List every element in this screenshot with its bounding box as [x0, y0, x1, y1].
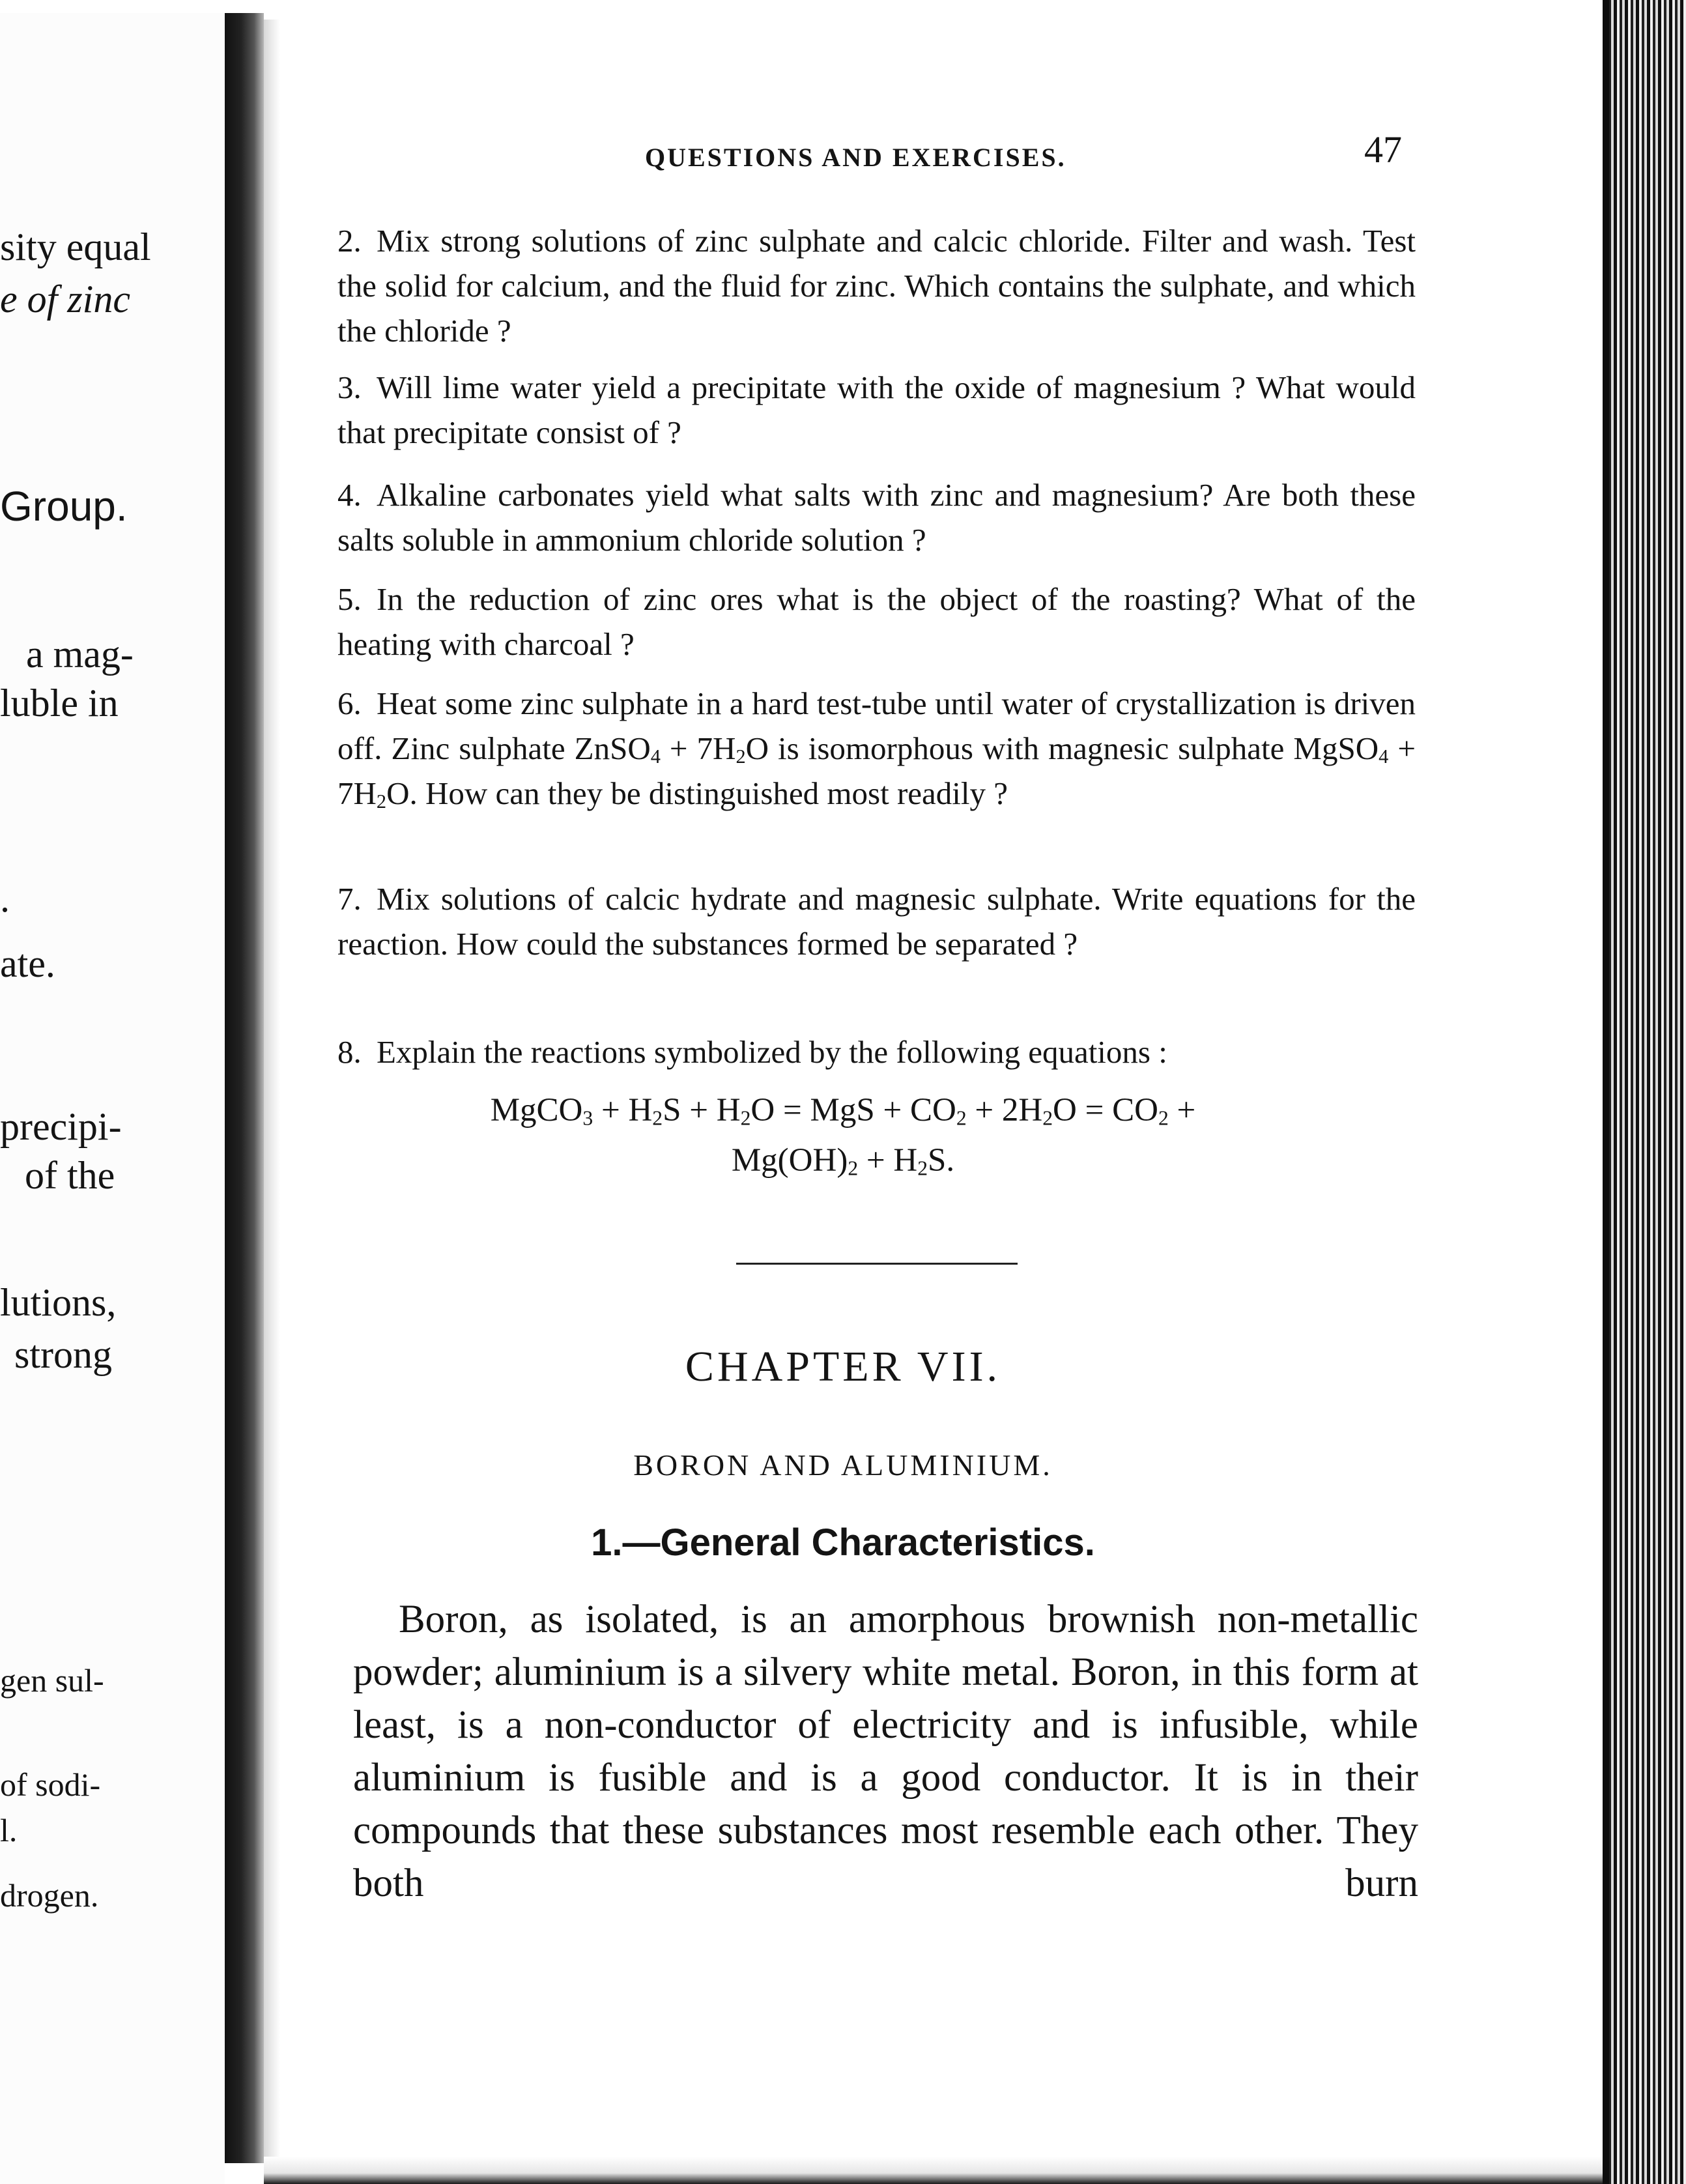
chapter-subtitle: BORON AND ALUMINIUM. — [633, 1448, 1053, 1482]
running-head: QUESTIONS AND EXERCISES. — [645, 143, 1066, 172]
question-item — [337, 876, 1416, 966]
gutter-shadow — [264, 20, 280, 2157]
left-fragment: luble in — [0, 682, 119, 725]
body-paragraph: Boron, as isolated, is an amorphous brownish non-metallic powder; aluminium is a silvery white metal. Boron, in this form at least, is a non-conductor of electricity and is infusible, while aluminium is fusible and is a good conductor. It is in their compounds that these substances most resemble each other. They both burn — [353, 1598, 1418, 1905]
question-number: 3. — [337, 369, 362, 405]
question-number: 8. — [337, 1034, 362, 1070]
question-item — [337, 472, 1416, 562]
question-text: In the reduction of zinc ores what is the object of the roasting? What of the heating with charcoal ? — [337, 581, 1416, 662]
book-gutter — [225, 13, 264, 2163]
question-text: Mix solutions of calcic hydrate and magnesic sulphate. Write equations for the reaction. How could the substances formed be separated ? — [337, 881, 1416, 962]
question-item — [337, 218, 1416, 353]
left-fragment: . — [0, 877, 10, 920]
section-heading: 1.—General Characteristics. — [591, 1521, 1095, 1564]
question-text: Mix strong solutions of zinc sulphate and calcic chloride. Filter and wash. Test the solid for calcium, and the fluid for zinc. Which contains the sulphate, and which the chloride ? — [337, 223, 1416, 349]
question-item — [337, 577, 1416, 667]
left-fragment: a mag- — [26, 633, 134, 676]
question-text: Alkaline carbonates yield what salts with zinc and magnesium? Are both these salts soluble in ammonium chloride solution ? — [337, 477, 1416, 558]
left-fragment: lutions, — [0, 1281, 117, 1324]
left-fragment: e of zinc — [0, 278, 130, 321]
equation-line-2: $Mg(OH)_2 + H_2S$. — [731, 1142, 955, 1180]
question-number: 5. — [337, 581, 362, 617]
question-item — [337, 1029, 1416, 1074]
question-item — [337, 365, 1416, 455]
left-fragment: sity equal — [0, 225, 151, 268]
left-fragment: ate. — [0, 942, 55, 985]
question-text: Heat some zinc sulphate in a hard test-tube until water of crystallization is driven off. Zinc sulphate ZnSO$_4$ + $7H_2O$ is isomorphous with magnesic sulphate MgSO$_4$ + $7H_2O$. How can they be distinguished most readily ? — [337, 685, 1416, 813]
left-fragment: Group. — [0, 483, 128, 530]
bottom-page-edge — [264, 2157, 1603, 2184]
page-number: 47 — [1364, 128, 1402, 171]
scan-top-margin — [0, 0, 1686, 13]
question-item — [337, 681, 1416, 816]
question-number: 7. — [337, 881, 362, 917]
left-fragment: strong — [14, 1333, 112, 1376]
chapter-title: CHAPTER VII. — [685, 1343, 1001, 1390]
question-text: Explain the reactions symbolized by the following equations : — [377, 1034, 1167, 1070]
question-number: 2. — [337, 223, 362, 259]
left-fragment: drogen. — [0, 1877, 99, 1914]
left-fragment: of the — [25, 1154, 115, 1197]
left-fragment: l. — [0, 1812, 18, 1848]
question-number: 6. — [337, 685, 362, 721]
section-divider — [736, 1263, 1018, 1265]
equation-line-1: MgCO$_3$ + $H_2S + H_2O$ = MgS + $CO_2 + 2H_2O = CO_2$ + — [490, 1092, 1196, 1130]
left-fragment: gen sul- — [0, 1662, 104, 1699]
left-fragment: of sodi- — [0, 1766, 101, 1803]
question-text: Will lime water yield a precipitate with the oxide of magnesium ? What would that precipitate consist of ? — [337, 369, 1416, 450]
question-number: 4. — [337, 477, 362, 513]
left-fragment: precipi- — [0, 1105, 122, 1148]
